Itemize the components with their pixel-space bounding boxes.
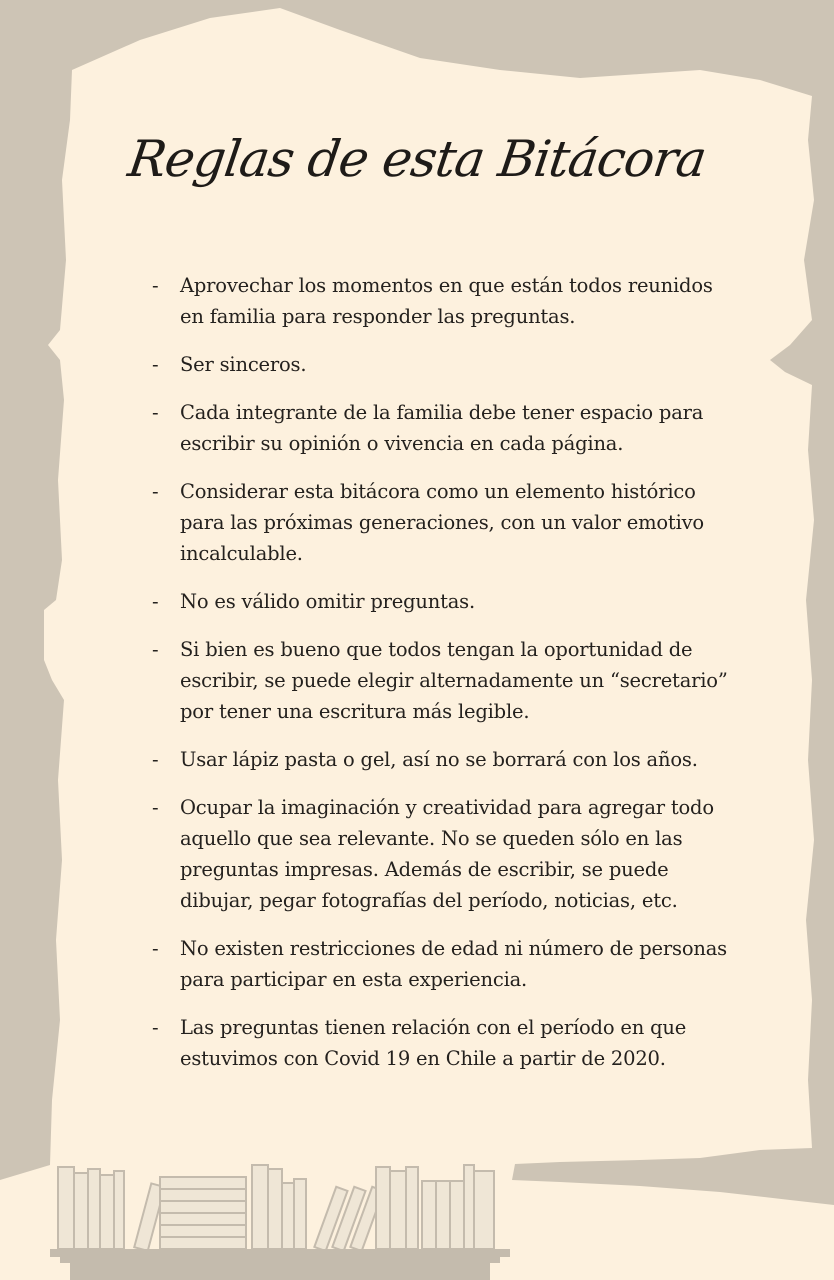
rule-text: Cada integrante de la familia debe tener espacio para escribir su opinión o vivencia en cada página. bbox=[180, 401, 704, 455]
list-item bbox=[150, 270, 740, 332]
rule-text: Ocupar la imaginación y creatividad para agregar todo aquello que sea relevante. No se queden sólo en las preguntas impresas. Además de escribir, se puede dibujar, pegar fotografías del período, noticias, etc. bbox=[180, 796, 714, 912]
list-item bbox=[150, 792, 740, 916]
rule-text: Las preguntas tienen relación con el período en que estuvimos con Covid 19 en Chile a partir de 2020. bbox=[180, 1016, 687, 1070]
list-item bbox=[150, 933, 740, 995]
rule-text: Usar lápiz pasta o gel, así no se borrará con los años. bbox=[180, 748, 698, 771]
bullet-dash: - bbox=[152, 480, 159, 503]
page-title: Reglas de esta Bitácora bbox=[124, 130, 710, 188]
bullet-dash: - bbox=[152, 353, 159, 376]
bullet-dash: - bbox=[152, 937, 159, 960]
rule-text: No existen restricciones de edad ni número de personas para participar en esta experiencia. bbox=[180, 937, 727, 991]
bullet-dash: - bbox=[152, 748, 159, 771]
list-item bbox=[150, 349, 740, 380]
rule-text: Considerar esta bitácora como un elemento histórico para las próximas generaciones, con un valor emotivo incalculable. bbox=[180, 480, 704, 565]
bullet-dash: - bbox=[152, 401, 159, 424]
list-item bbox=[150, 397, 740, 459]
list-item bbox=[150, 586, 740, 617]
rule-text: Aprovechar los momentos en que están todos reunidos en familia para responder las preguntas. bbox=[180, 274, 713, 328]
list-item bbox=[150, 476, 740, 569]
rule-text: Si bien es bueno que todos tengan la oportunidad de escribir, se puede elegir alternadamente un “secretario” por tener una escritura más legible. bbox=[180, 638, 728, 723]
rule-text: No es válido omitir preguntas. bbox=[180, 590, 475, 613]
list-item bbox=[150, 634, 740, 727]
list-item bbox=[150, 1012, 740, 1074]
bullet-dash: - bbox=[152, 590, 159, 613]
bullet-dash: - bbox=[152, 274, 159, 297]
rules-list bbox=[150, 270, 740, 1091]
bullet-dash: - bbox=[152, 638, 159, 661]
bookshelf-icon bbox=[50, 1155, 510, 1280]
list-item bbox=[150, 744, 740, 775]
rule-text: Ser sinceros. bbox=[180, 353, 307, 376]
bullet-dash: - bbox=[152, 796, 159, 819]
bullet-dash: - bbox=[152, 1016, 159, 1039]
